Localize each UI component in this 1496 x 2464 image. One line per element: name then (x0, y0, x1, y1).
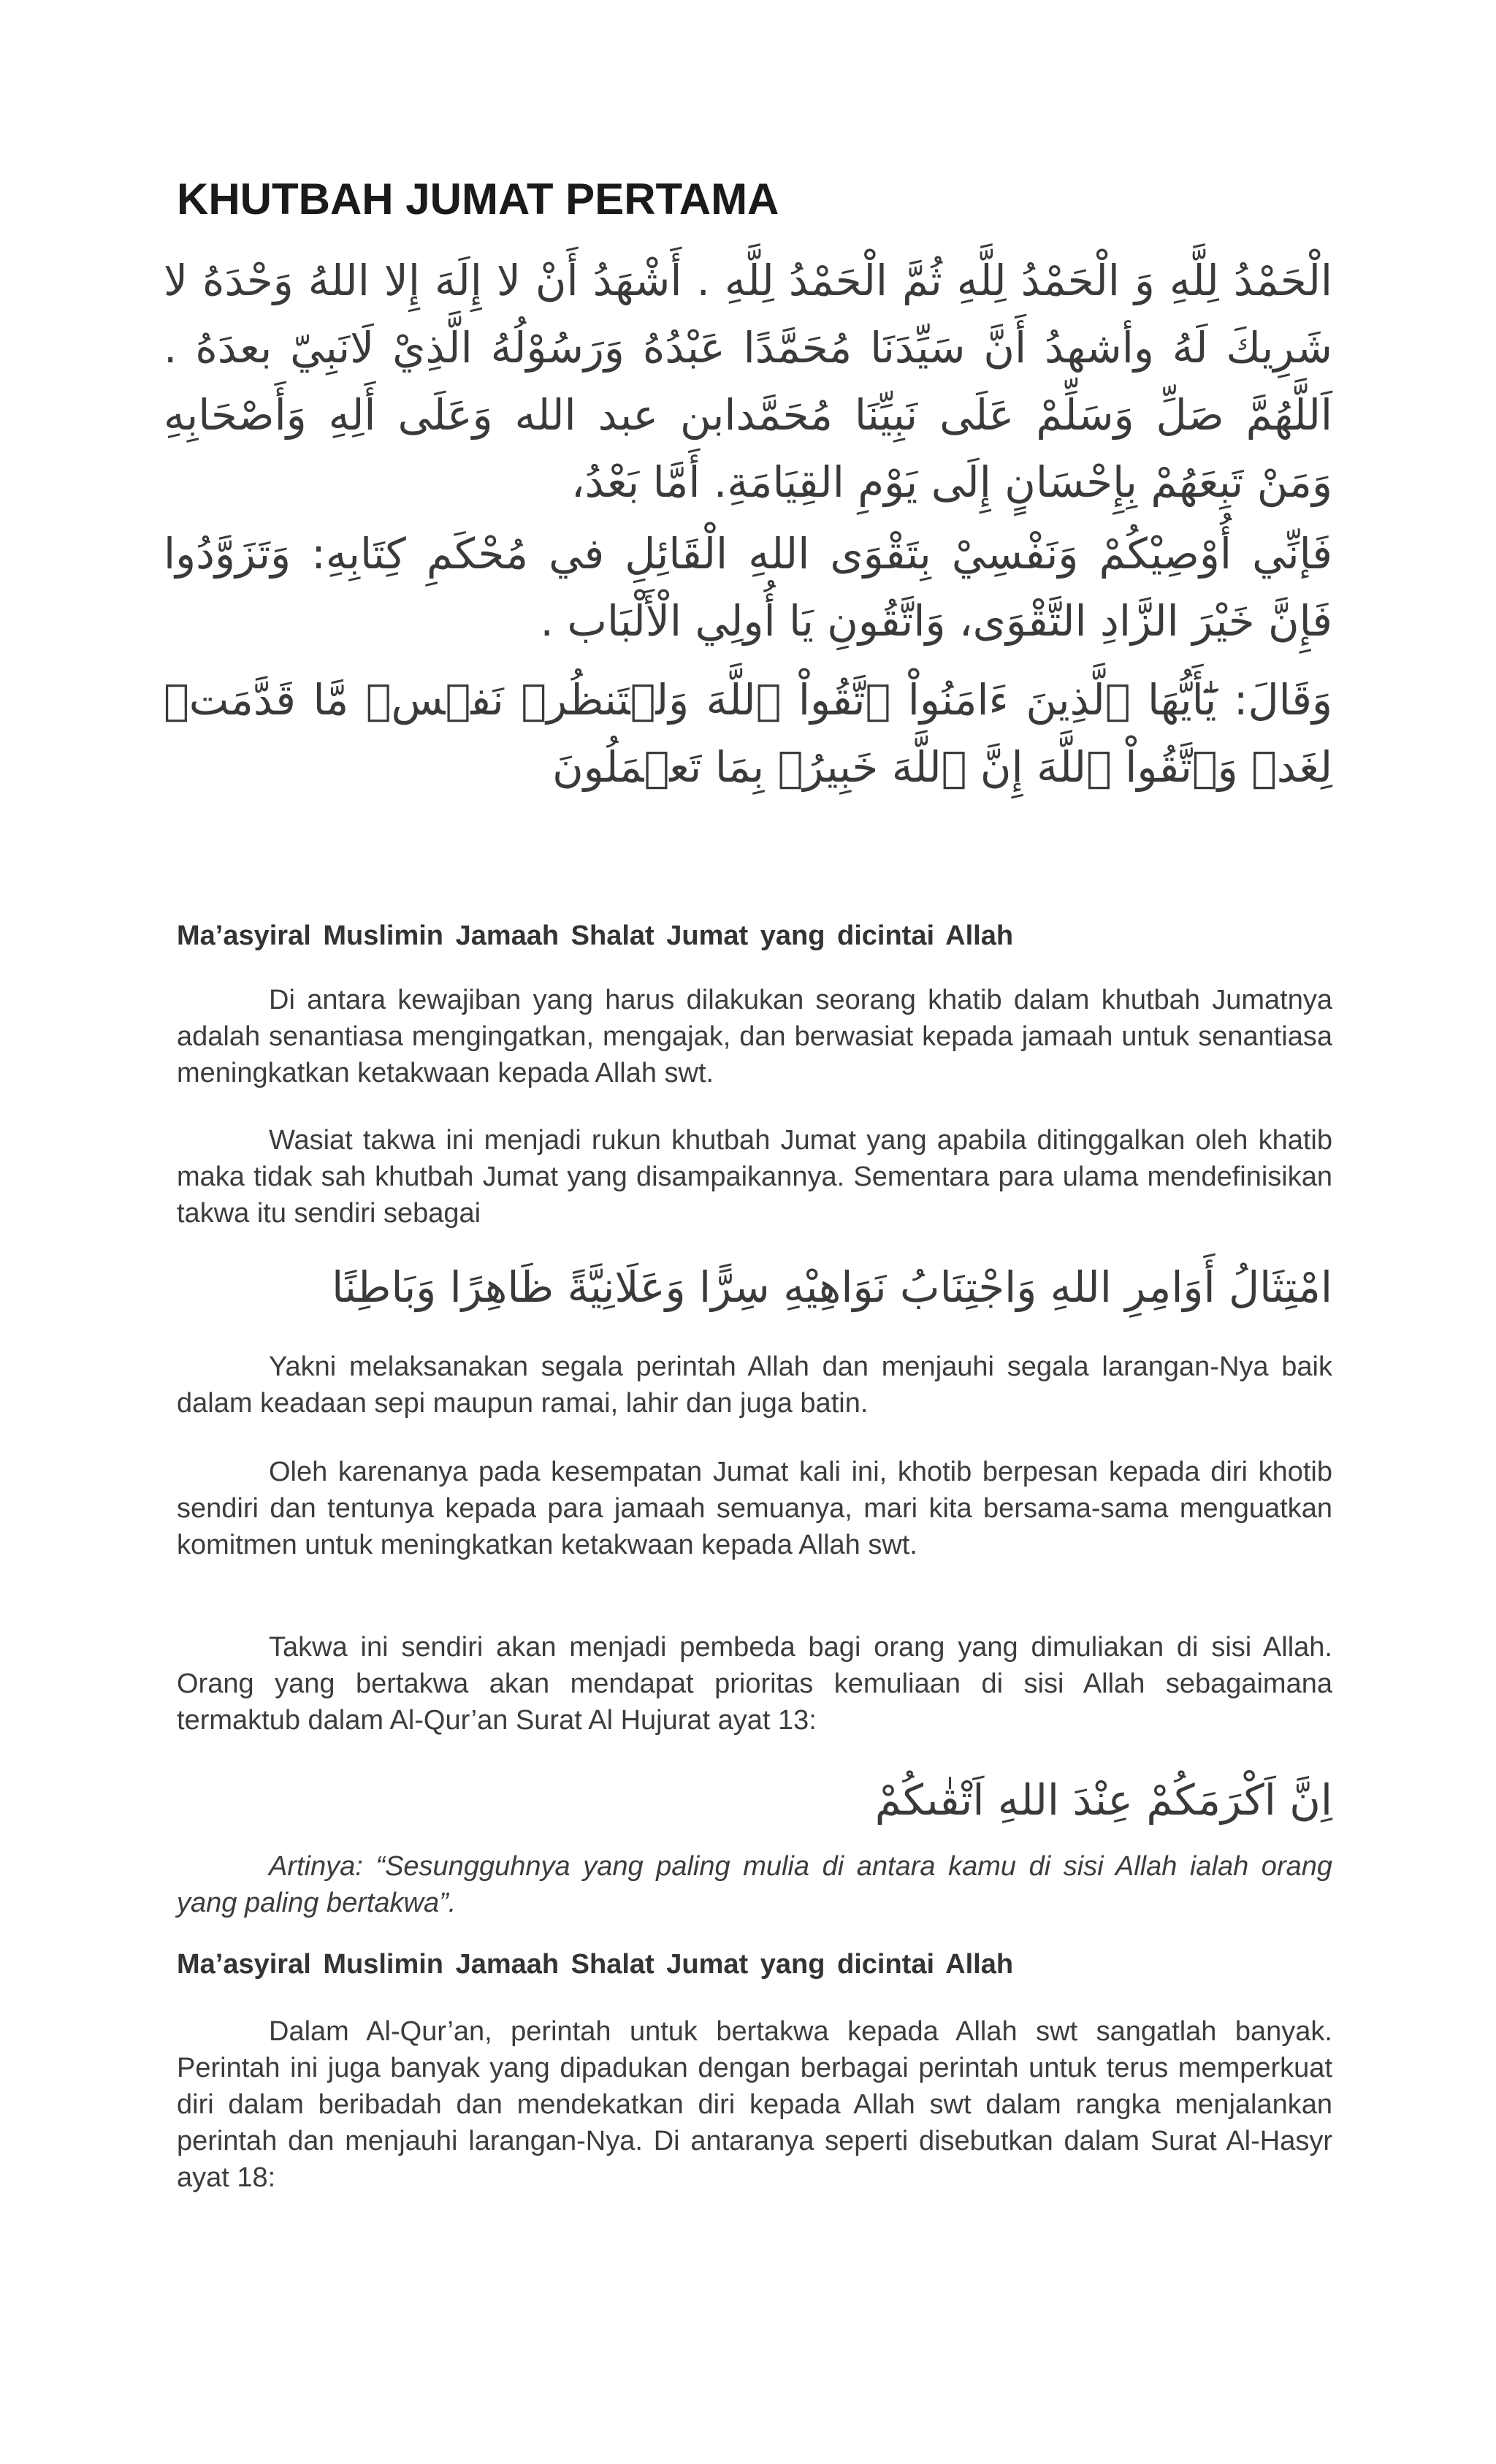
translation-paragraph: Artinya: “Sesungguhnya yang paling mulia di antara kamu di sisi Allah ialah orang yang paling bertakwa”. (177, 1851, 1332, 1918)
section-heading-1: Ma’asyiral Muslimin Jamaah Shalat Jumat yang dicintai Allah (177, 920, 1014, 951)
paragraph-5: Takwa ini sendiri akan menjadi pembeda bagi orang yang dimuliakan di sisi Allah. Orang yang bertakwa akan mendapat prioritas kemuliaan di sisi Allah sebagaimana termaktub dalam Al-Qur’an Surat Al Hujurat ayat 13: (177, 1632, 1332, 1736)
paragraph-1: Di antara kewajiban yang harus dilakukan seorang khatib dalam khutbah Jumatnya adalah senantiasa mengingatkan, mengajak, dan berwasiat kepada jamaah untuk senantiasa meningkatkan ketakwaan kepada Allah swt. (177, 985, 1332, 1088)
paragraph-3: Yakni melaksanakan segala perintah Allah dan menjauhi segala larangan-Nya baik dalam keadaan sepi maupun ramai, lahir dan juga batin. (177, 1351, 1332, 1419)
paragraph-6: Dalam Al-Qur’an, perintah untuk bertakwa kepada Allah swt sangatlah banyak. Perintah ini juga banyak yang dipadukan dengan berbagai perintah untuk terus memperkuat diri dalam beribadah dan mendekatkan diri kepada Allah swt dalam rangka menjalankan perintah dan menjauhi larangan-Nya. Di antaranya seperti disebutkan dalam Surat Al-Hasyr ayat 18: (177, 2016, 1332, 2193)
section-heading-2: Ma’asyiral Muslimin Jamaah Shalat Jumat yang dicintai Allah (177, 1949, 1014, 1980)
paragraph-2: Wasiat takwa ini menjadi rukun khutbah Jumat yang apabila ditinggalkan oleh khatib maka tidak sah khutbah Jumat yang disampaikannya. Sementara para ulama mendefinisikan takwa itu sendiri sebagai (177, 1125, 1332, 1229)
arabic-quran-verse: وَقَالَ: يَٰٓأَيُّهَا ٱلَّذِينَ ءَامَنُواْ ٱتَّقُواْ ٱللَّهَ وَلۡتَنظُرۡ نَفۡسٞ مَّا قَدَّمَتۡ لِغَدٖ وَٱتَّقُواْ ٱللَّهَ إِنَّ ٱللَّهَ خَبِيرُۢ بِمَا تَعۡمَلُونَ (164, 675, 1332, 792)
arabic-wasiat-takwa: فَإنِّي أُوْصِيْكُمْ وَنَفْسِيْ بِتَقْوَى اللهِ الْقَائِلِ في مُحْكَمِ كِتَابِهِ: وَتَزَوَّدُوا فَإِنَّ خَيْرَ الزَّادِ التَّقْوَى، وَاتَّقُونِ يَا أُولِي الْأَلْبَاب . (164, 529, 1332, 646)
arabic-takwa-definition: امْتِثَالُ أَوَامِرِ اللهِ وَاجْتِنَابُ نَوَاهِيْهِ سِرًّا وَعَلَانِيَّةً ظَاهِرًا وَبَاطِنًا (332, 1262, 1332, 1312)
arabic-opening-prayer: الْحَمْدُ لِلَّهِ وَ الْحَمْدُ لِلَّهِ ثُمَّ الْحَمْدُ لِلَّهِ . أَشْهَدُ أَنْ لا إِلَهَ إِلا اللهُ وَحْدَهُ لا شَرِيكَ لَهُ وأشهدُ أَنَّ سَيِّدَنَا مُحَمَّدًا عَبْدُهُ وَرَسُوْلُهُ الَّذِيْ لَانَبِيّ بعدَهُ . اَللَّهُمَّ صَلِّ وَسَلِّمْ عَلَى نَبِيِّنَا مُحَمَّدابن عبد الله وَعَلَى أَلِهِ وَأَصْحَابِهِ وَمَنْ تَبِعَهُمْ بِإِحْسَانٍ إِلَى يَوْمِ القِيَامَةِ. أَمَّا بَعْدُ، (164, 256, 1332, 507)
page-title: KHUTBAH JUMAT PERTAMA (177, 175, 779, 224)
paragraph-4: Oleh karenanya pada kesempatan Jumat kali ini, khotib berpesan kepada diri khotib sendiri dan tentunya kepada para jamaah semuanya, mari kita bersama-sama menguatkan komitmen untuk meningkatkan ketakwaan kepada Allah swt. (177, 1457, 1332, 1560)
arabic-al-hujurat-13: اِنَّ اَكْرَمَكُمْ عِنْدَ اللهِ اَتْقٰىكُمْ (874, 1775, 1332, 1825)
